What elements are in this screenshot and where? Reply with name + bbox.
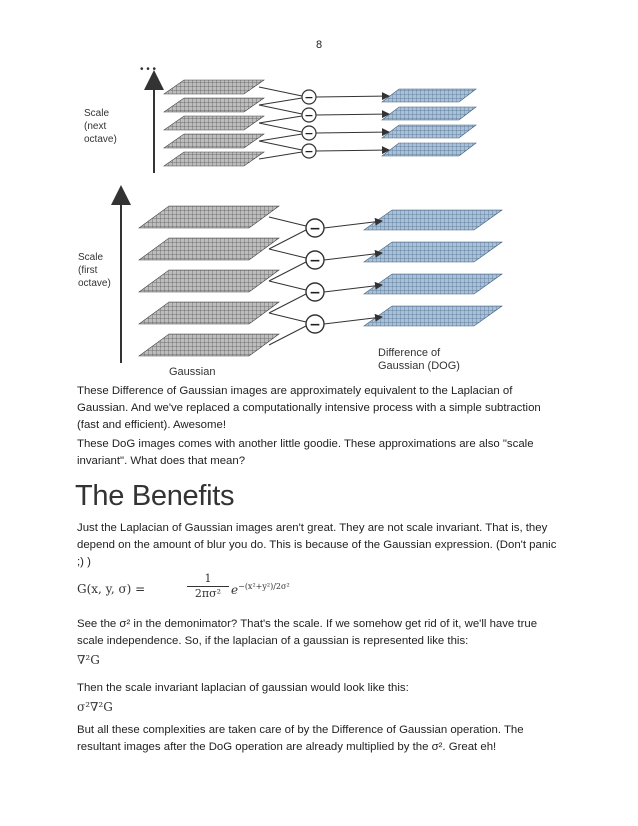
scale-first-label-3: octave) [78, 278, 111, 289]
dog-label-line2: Gaussian (DOG) [378, 360, 460, 372]
text-line: Then the scale invariant laplacian of gaussian would look like this: [77, 682, 409, 694]
page-number: 8 [315, 39, 323, 51]
minus-sign: − [309, 253, 321, 269]
scale-invariant-laplacian-formula: σ²∇²G [77, 700, 113, 714]
section-heading: The Benefits [75, 480, 235, 512]
gaussian-layer [139, 270, 279, 292]
paragraph-dog-approximation [77, 383, 562, 434]
laplacian-formula: ∇²G [77, 653, 100, 667]
minus-sign: − [304, 91, 314, 104]
gaussian-formula [77, 572, 317, 608]
formula-denominator: 2πσ² [194, 587, 222, 600]
gaussian-layer [139, 238, 279, 260]
text-line: depend on the amount of blur you do. This is because of the Gaussian expression. (Don't panic [77, 539, 557, 551]
scale-next-label-1: Scale [84, 108, 110, 119]
gaussian-layer [164, 80, 264, 94]
text-line: resultant images after the DoG operation are already multiplied by the σ². Great eh! [77, 741, 497, 753]
scale-space-figure [64, 58, 574, 383]
formula-lhs: G(x, y, σ) = [77, 582, 146, 596]
text-line: These Difference of Gaussian images are approximately equivalent to the Laplacian of [77, 385, 513, 397]
formula-exponent: −(x²+y²)/2σ² [238, 582, 290, 591]
gaussian-layer [164, 116, 264, 130]
dog-layer [364, 274, 502, 294]
minus-sign: − [304, 145, 314, 158]
paragraph-dog-operation [77, 722, 562, 756]
scale-next-label-3: octave) [84, 134, 117, 145]
gaussian-stack-first-octave [139, 206, 279, 356]
text-line: ;) ) [77, 556, 91, 568]
dog-layer [382, 143, 476, 156]
gaussian-stack-next-octave [164, 80, 264, 166]
gaussian-layer [164, 98, 264, 112]
dog-layer [364, 242, 502, 262]
text-line: (fast and efficient). Awesome! [77, 419, 227, 431]
dog-layer [364, 210, 502, 230]
gaussian-layer [139, 302, 279, 324]
paragraph-sigma [77, 616, 562, 650]
paragraph-benefits [77, 520, 562, 571]
dog-label-line1: Difference of [378, 347, 441, 359]
gaussian-label: Gaussian [169, 366, 216, 378]
text-line: scale independence. So, if the laplacian of a gaussian is represented like this: [77, 635, 469, 647]
minus-sign: − [309, 285, 321, 301]
scale-first-label-1: Scale [78, 252, 104, 263]
gaussian-layer [164, 134, 264, 148]
dog-layer [382, 89, 476, 102]
minus-circles-first [306, 219, 324, 333]
formula-fraction [187, 572, 229, 601]
minus-sign: − [304, 127, 314, 140]
minus-sign: − [309, 317, 321, 333]
dog-stack-first-octave [364, 210, 502, 326]
dog-layer [382, 125, 476, 138]
dog-layer [364, 306, 502, 326]
formula-exponential [231, 582, 290, 597]
dog-layer [382, 107, 476, 120]
minus-circles-next [302, 90, 316, 158]
minus-sign: − [309, 221, 321, 237]
scale-first-label-2: (first [78, 265, 98, 276]
text-line: These DoG images comes with another little goodie. These approximations are also "scale [77, 438, 534, 450]
formula-numerator: 1 [187, 572, 229, 587]
text-line: Gaussian. And we've replaced a computationally intensive process with a simple subtraction [77, 402, 541, 414]
scale-next-label-2: (next [84, 121, 107, 132]
gaussian-layer [164, 152, 264, 166]
text-line: Just the Laplacian of Gaussian images aren't great. They are not scale invariant. That is, they [77, 522, 548, 534]
gaussian-layer [139, 206, 279, 228]
minus-sign: − [304, 109, 314, 122]
text-line: See the σ² in the demonimator? That's the scale. If we somehow get rid of it, we'll have true [77, 618, 538, 630]
text-line: invariant". What does that mean? [77, 455, 246, 467]
formula-e: e [231, 583, 239, 597]
paragraph-scale-invariant [77, 436, 562, 470]
arrows-next-octave [259, 87, 389, 159]
paragraph-scale-invariant-laplacian [77, 680, 562, 697]
ellipsis-dots: • • • [140, 64, 157, 75]
text-line: But all these complexities are taken care of by the Difference of Gaussian operation. The [77, 724, 524, 736]
gaussian-layer [139, 334, 279, 356]
dog-stack-next-octave [382, 89, 476, 156]
